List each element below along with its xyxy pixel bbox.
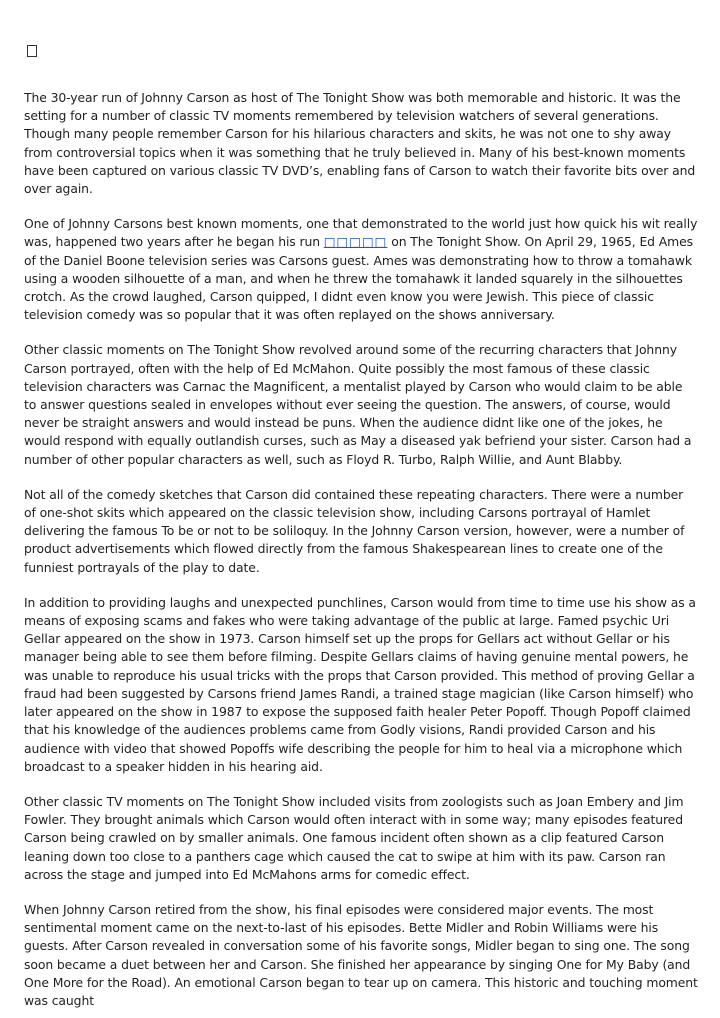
paragraph-sketches: Not all of the comedy sketches that Carson did contained these repeating characters. There were a number of one-shot skits which appeared on the classic television show, including Carsons portrayal of Hamlet delivering the famous To be or not to be soliloquy. In the Johnny Carson version, however, were a number of product advertisements which flowed directly from the famous Shakespearean lines to create one of the funniest portrayals of the play to date. <box>24 486 685 575</box>
inline-link[interactable]: □□□□□ <box>323 234 388 250</box>
paragraph-animals: Other classic TV moments on The Tonight Show included visits from zoologists such as Joan Embery and Jim Fowler. They brought animals which Carson would often interact with in some way; many episodes featured Carson being crawled on by smaller animals. One famous incident often shown as a clip featured Carson leaning down too close to a panthers cage which caused the cat to swipe at him with its paw. Carson ran across the stage and jumped into Ed McMahons arms for comedic effect. <box>24 793 684 882</box>
paragraph-retirement: When Johnny Carson retired from the show, his final episodes were considered major events. The most sentimental moment came on the next-to-last of his episodes. Bette Midler and Robin Williams were his guests. After Carson revealed in conversation some of his favorite songs, Midler began to sing one. The song soon became a duet between her and Carson. She finished her appearance by singing One for My Baby (and One More for the Road). An emotional Carson began to tear up on camera. This historic and touching moment was caught <box>24 901 698 1008</box>
paragraph-scams: In addition to providing laughs and unexpected punchlines, Carson would from time to time use his show as a means of exposing scams and fakes who were taking advantage of the public at large. Famed psychic Uri Gellar appeared on the show in 1973. Carson himself set up the props for Gellars act without Gellar or his manager being able to see them before filming. Despite Gellars claims of having genuine mental powers, he was unable to reproduce his usual tricks with the props that Carson provided. This method of proving Gellar a fraud had been suggested by Carsons friend James Randi, a trained stage magician (like Carson himself) who later appeared on the show in 1987 to expose the supposed faith healer Peter Popoff. Though Popoff claimed that his knowledge of the audiences problems came from Godly visions, Randi provided Carson and his audience with video that showed Popoffs wife describing the people for him to heal via a microphone which broadcast to a speaker hidden in his hearing aid. <box>24 594 696 774</box>
missing-glyph-icon <box>27 45 37 57</box>
paragraph-tomahawk-text-start: One of Johnny Carsons best known moments, one that demonstrated to the world just how quick his wit really was, happened two years after he began his run <box>24 216 698 250</box>
paragraph-tomahawk-text-end: on The Tonight Show. On April 29, 1965, Ed Ames of the Daniel Boone television series was Carsons guest. Ames was demonstrating how to throw a tomahawk using a wooden silhouette of a man, and when he threw the tomahawk it landed squarely in the silhouettes crotch. As the crowd laughed, Carson quipped, I didnt even know you were Jewish. This piece of classic television comedy was so popular that it was often replayed on the shows anniversary. <box>24 234 694 323</box>
paragraph-tomahawk <box>24 215 698 324</box>
paragraph-characters: Other classic moments on The Tonight Show revolved around some of the recurring characters that Johnny Carson portrayed, often with the help of Ed McMahon. Quite possibly the most famous of these classic television characters was Carnac the Magnificent, a mentalist played by Carson who would claim to be able to answer questions sealed in envelopes without ever seeing the question. The answers, of course, would never be straight answers and would instead be puns. When the audience didnt like one of the jokes, he would respond with equally outlandish curses, such as May a diseased yak befriend your sister. Carson had a number of other popular characters as well, such as Floyd R. Turbo, Ralph Willie, and Aunt Blabby. <box>24 342 692 467</box>
paragraph-intro: The 30-year run of Johnny Carson as host of The Tonight Show was both memorable and historic. It was the setting for a number of classic TV moments remembered by television watchers of several generations. Though many people remember Carson for his hilarious characters and skits, he was not one to shy away from controversial topics when it was something that he truly believed in. Many of his best-known moments have been captured on various classic TV DVD’s, enabling fans of Carson to watch their favorite bits over and over again. <box>24 90 696 197</box>
